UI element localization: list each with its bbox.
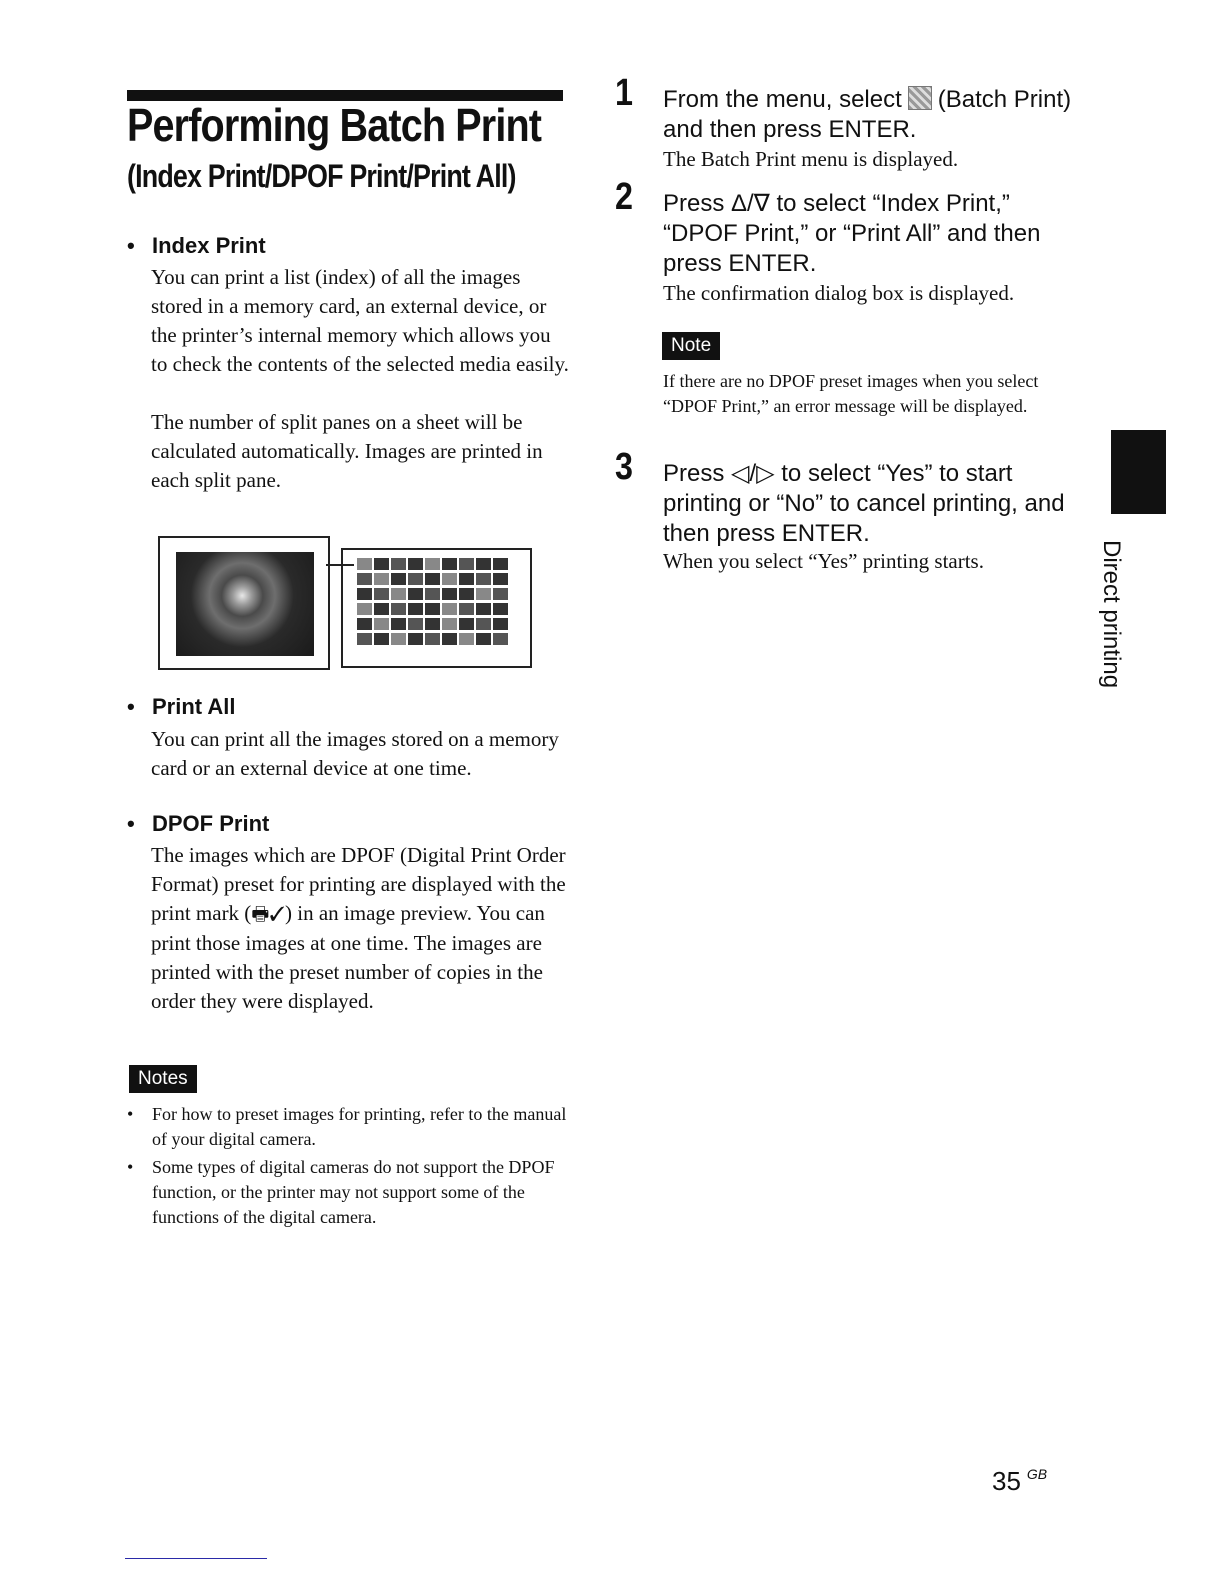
thumbnail (391, 633, 406, 645)
thumbnail (408, 573, 423, 585)
thumbnail (374, 633, 389, 645)
thumbnail (493, 573, 508, 585)
thumbnail (425, 603, 440, 615)
step-1-title: From the menu, select (Batch Print) and then press ENTER. (663, 86, 1072, 143)
thumbnail (425, 588, 440, 600)
thumbnail (408, 588, 423, 600)
thumbnail (493, 618, 508, 630)
thumbnail (357, 618, 372, 630)
note-badge: Note (662, 332, 720, 360)
bullet: • (127, 1104, 134, 1124)
step-3-title: Press ◁/▷ to select “Yes” to start printing or “No” to cancel printing, and then press ENTER. (663, 460, 1065, 547)
section-tab (1111, 430, 1166, 514)
thumbnail (459, 573, 474, 585)
batch-print-icon (908, 86, 932, 110)
thumbnail (374, 603, 389, 615)
note-item: • Some types of digital cameras do not support the DPOF function, or the printer may not support some of the functions of the digital camera. (127, 1157, 555, 1227)
thumbnail (391, 618, 406, 630)
notes-badge: Notes (129, 1065, 197, 1093)
thumbnail (425, 573, 440, 585)
thumbnail (425, 633, 440, 645)
thumbnail (408, 633, 423, 645)
step-2-description: The confirmation dialog box is displayed. (663, 281, 1015, 305)
thumbnail (391, 558, 406, 570)
index-print-paragraph-2: The number of split panes on a sheet will be calculated automatically. Images are printed in each split pane. (151, 410, 543, 492)
thumbnail (459, 588, 474, 600)
page-title: Performing Batch Print (127, 99, 542, 151)
thumbnail (357, 603, 372, 615)
step-number: 1 (615, 72, 633, 114)
thumbnail (493, 588, 508, 600)
page-number: 35 $^{GB}$ (992, 1466, 1048, 1496)
step-number: 3 (615, 446, 633, 488)
thumbnail (442, 618, 457, 630)
thumbnail (442, 588, 457, 600)
step-number: 2 (615, 176, 633, 218)
print-all-paragraph: You can print all the images stored on a memory card or an external device at one time. (151, 727, 559, 780)
dpof-print-paragraph: The images which are DPOF (Digital Print Order Format) preset for printing are displayed with the print mark (🖶✓) in an image preview. You can print those images at one time. The images are printed with the preset number of copies in the order they were displayed. (151, 843, 566, 1013)
thumbnail (374, 558, 389, 570)
footer-rule (125, 1558, 267, 1559)
thumbnail (476, 618, 491, 630)
page-suffix: GB (1026, 1466, 1048, 1482)
index-print-paragraph-1: You can print a list (index) of all the images stored in a memory card, an external device, or the printer’s internal memory which allows you to check the contents of the selected media easily. (151, 265, 569, 376)
step-2-title: Press Δ/∇ to select “Index Print,” “DPOF Print,” or “Print All” and then press ENTER. (663, 190, 1041, 277)
bullet: • (127, 233, 135, 258)
thumbnail (357, 573, 372, 585)
thumbnail (374, 618, 389, 630)
thumbnail (493, 633, 508, 645)
print-mark-icon: 🖶✓ (251, 904, 285, 925)
thumbnail (476, 558, 491, 570)
dpof-print-heading: • DPOF Print (127, 811, 270, 836)
thumbnail (391, 588, 406, 600)
thumbnail (442, 603, 457, 615)
section-label: Direct printing (1098, 540, 1125, 689)
thumbnail (357, 588, 372, 600)
thumbnail (493, 558, 508, 570)
print-all-heading: • Print All (127, 694, 236, 719)
note-item: • For how to preset images for printing, refer to the manual of your digital camera. (127, 1104, 567, 1149)
thumbnail (459, 558, 474, 570)
thumbnail (357, 558, 372, 570)
thumbnail (459, 603, 474, 615)
thumbnail (357, 633, 372, 645)
thumbnail (391, 573, 406, 585)
source-photo-frame (158, 536, 330, 670)
thumbnail (408, 558, 423, 570)
thumbnail (391, 603, 406, 615)
thumbnail (425, 558, 440, 570)
thumbnail (459, 633, 474, 645)
thumbnail (459, 618, 474, 630)
page-subtitle: (Index Print/DPOF Print/Print All) (127, 158, 516, 194)
step-1-description: The Batch Print menu is displayed. (663, 147, 959, 171)
thumbnail (374, 573, 389, 585)
thumbnail (408, 618, 423, 630)
index-print-illustration (158, 536, 532, 668)
step-3-description: When you select “Yes” printing starts. (663, 549, 984, 573)
bullet: • (127, 1157, 134, 1177)
index-print-heading: • Index Print (127, 233, 266, 258)
thumbnail (442, 573, 457, 585)
index-sheet-frame (341, 548, 532, 668)
sunflower-photo (176, 552, 314, 656)
thumbnail (408, 603, 423, 615)
thumbnail (425, 618, 440, 630)
thumbnail (476, 588, 491, 600)
thumbnail (476, 633, 491, 645)
index-thumbnail-grid (357, 558, 508, 645)
thumbnail (493, 603, 508, 615)
thumbnail (442, 633, 457, 645)
bullet: • (127, 694, 135, 719)
thumbnail (476, 603, 491, 615)
note-text: If there are no DPOF preset images when you select “DPOF Print,” an error message will be displayed. (663, 371, 1039, 416)
bullet: • (127, 811, 135, 836)
thumbnail (476, 573, 491, 585)
thumbnail (374, 588, 389, 600)
thumbnail (442, 558, 457, 570)
